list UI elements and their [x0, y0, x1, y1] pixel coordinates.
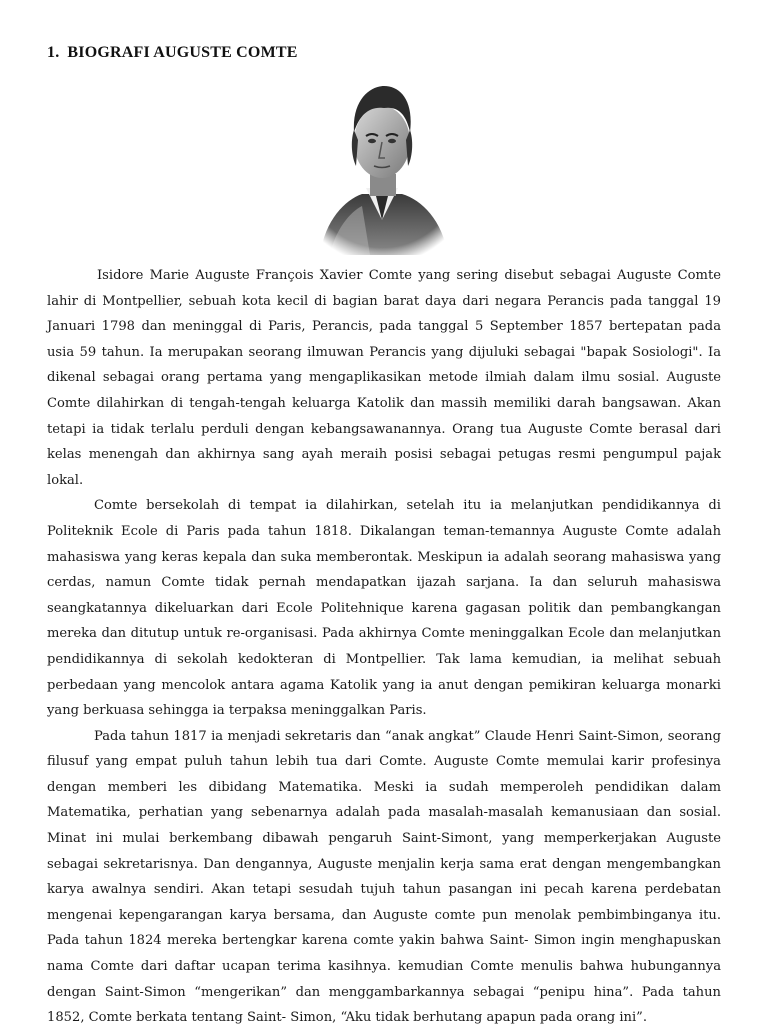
paragraph-2: Comte bersekolah di tempat ia dilahirkan, setelah itu ia melanjutkan pendidikannya di Politeknik Ecole di Paris pada tahun 1818. Dikalangan teman-temannya Auguste Comte adalah mahasiswa yang keras kepala dan suka memberontak. Meskipun ia adalah seorang mahasiswa yang cerdas, namun Comte tidak pernah mendapatkan ijazah sarjana. Ia dan seluruh mahasiswa seangkatannya dikeluarkan dari Ecole Politehnique karena gagasan politik dan pembangkangan mereka dan ditutup untuk re-organisasi. Pada akhirnya Comte meninggalkan Ecole dan melanjutkan pendidikannya di sekolah kedokteran di Montpellier. Tak lama kemudian, ia melihat sebuah perbedaan yang mencolok antara agama Katolik yang ia anut dengan pemikiran keluarga monarki yang berkuasa sehingga ia terpaksa meninggalkan Paris. — [47, 498, 721, 719]
portrait-engraving-icon — [300, 70, 465, 255]
paragraph-3: Pada tahun 1817 ia menjadi sekretaris dan “anak angkat” Claude Henri Saint-Simon, seorang filusuf yang empat puluh tahun lebih tua dari Comte. Auguste Comte memulai karir profesinya dengan memberi les dibidang Matematika. Meski ia sudah memperoleh pendidikan dalam Matematika, perhatian yang sebenarnya adalah pada masalah-masalah kemanusiaan dan sosial. Minat ini mulai berkembang dibawah pengaruh Saint-Simont, yang memperkerjakan Auguste sebagai sekretarisnya. Dan dengannya, Auguste menjalin kerja sama erat dengan mengembangkan karya awalnya sendiri. Akan tetapi sesudah tujuh tahun pasangan ini pecah karena perdebatan mengenai kepengarangan karya bersama, dan Auguste comte pun menolak pembimbinganya itu. Pada tahun 1824 mereka bertengkar karena comte yakin bahwa Saint- Simon ingin menghapuskan nama Comte dari daftar ucapan terima kasihnya. kemudian Comte menulis bahwa hubungannya dengan Saint-Simon “mengerikan” dan menggambarkannya sebagai “penipu hina”. Pada tahun 1852, Comte berkata tentang Saint- Simon, “Aku tidak berhutang apapun pada orang ini”. — [47, 728, 721, 1026]
section-title: BIOGRAFI AUGUSTE COMTE — [67, 44, 298, 61]
body-text — [47, 263, 721, 1031]
section-number: 1. — [47, 44, 60, 61]
section-heading — [47, 44, 298, 62]
paragraph-1: Isidore Marie Auguste François Xavier Comte yang sering disebut sebagai Auguste Comte lahir di Montpellier, sebuah kota kecil di bagian barat daya dari negara Perancis pada tanggal 19 Januari 1798 dan meninggal di Paris, Perancis, pada tanggal 5 September 1857 bertepatan pada usia 59 tahun. Ia merupakan seorang ilmuwan Perancis yang dijuluki sebagai "bapak Sosiologi". Ia dikenal sebagai orang pertama yang mengaplikasikan metode ilmiah dalam ilmu sosial. Auguste Comte dilahirkan di tengah-tengah keluarga Katolik dan massih memiliki darah bangsawan. Akan tetapi ia tidak terlalu perduli dengan kebangsawanannya. Orang tua Auguste Comte berasal dari kelas menengah dan akhirnya sang ayah meraih posisi sebagai petugas resmi pengumpul pajak lokal. — [47, 268, 721, 488]
